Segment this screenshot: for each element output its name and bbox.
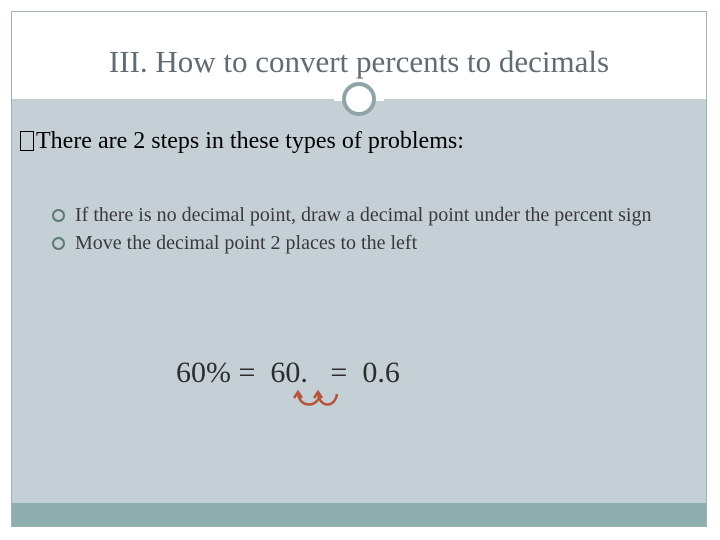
slide-title: III. How to convert percents to decimals [108, 44, 610, 79]
step-item [52, 229, 672, 257]
main-bullet-text: There are 2 steps in these types of problems: [36, 128, 464, 154]
circle-ornament-icon [342, 82, 376, 116]
slide [11, 11, 707, 527]
curved-arrow-icon [290, 382, 350, 412]
step-text: Move the decimal point 2 places to the left [75, 232, 418, 254]
step-item [52, 201, 672, 229]
content-area [12, 101, 706, 503]
steps-list [52, 201, 672, 257]
main-bullet [20, 128, 464, 155]
footer-band [12, 503, 706, 527]
hollow-circle-bullet-icon [52, 209, 65, 222]
step-text: If there is no decimal point, draw a decimal point under the percent sign [75, 204, 652, 226]
example-equation: 60% = 60. = 0.6 [176, 356, 400, 389]
square-box-icon [20, 131, 34, 151]
hollow-circle-bullet-icon [52, 237, 65, 250]
